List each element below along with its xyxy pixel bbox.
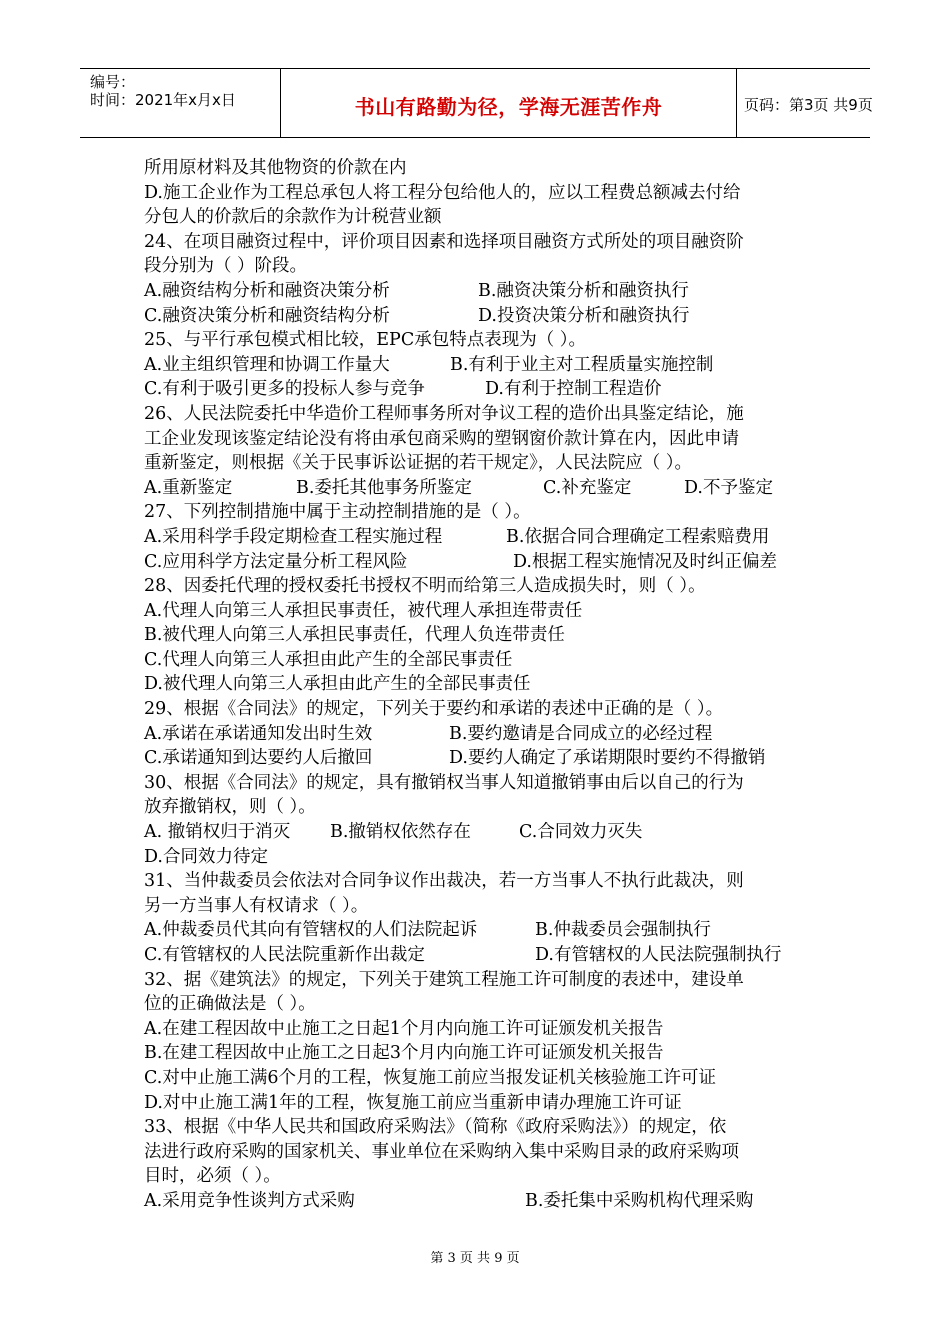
text-line: 25、与平行承包模式相比较，EPC承包特点表现为（ ）。 (144, 330, 587, 351)
text-line: 所用原材料及其他物资的价款在内 (144, 158, 407, 178)
options-line (144, 476, 809, 501)
answer-option: A.仲裁委员代其向有管辖权的人们法院起诉 (144, 920, 478, 941)
text-line: D.施工企业作为工程总承包人将工程分包给他人的，应以工程费总额减去付给 (144, 182, 741, 203)
text-line: 法进行政府采购的国家机关、事业单位在采购纳入集中采购目录的政府采购项 (144, 1141, 739, 1162)
text-line: 32、据《建筑法》的规定，下列关于建筑工程施工许可制度的表述中，建设单 (144, 969, 744, 990)
answer-option: A.采用科学手段定期检查工程实施过程 (144, 526, 443, 547)
text-line: C.代理人向第三人承担由此产生的全部民事责任 (144, 649, 513, 670)
text-line: 重新鉴定，则根据《关于民事诉讼证据的若干规定》，人民法院应（ ）。 (144, 453, 693, 474)
answer-option: A.承诺在承诺通知发出时生效 (144, 723, 373, 744)
text-line: 26、人民法院委托中华造价工程师事务所对争议工程的造价出具鉴定结论，施 (144, 403, 744, 424)
answer-option: C.承诺通知到达要约人后撤回 (144, 748, 373, 769)
options-line (144, 820, 809, 845)
text-line: D.合同效力待定 (144, 846, 268, 867)
answer-option: A. 撤销权归于消灭 (144, 822, 291, 843)
answer-option: B.仲裁委员会强制执行 (535, 920, 711, 941)
text-line: A.在建工程因故中止施工之日起1个月内向施工许可证颁发机关报告 (144, 1018, 664, 1039)
answer-option: A.业主组织管理和协调工作量大 (144, 354, 390, 375)
options-line (144, 279, 809, 304)
answer-option: D.要约人确定了承诺期限时要约不得撤销 (449, 748, 766, 769)
answer-option: D.根据工程实施情况及时纠正偏差 (513, 551, 777, 572)
answer-option: A.重新鉴定 (144, 477, 233, 498)
answer-option: D.不予鉴定 (684, 477, 773, 498)
options-line (144, 918, 809, 943)
options-line (144, 550, 809, 575)
answer-option: D.有管辖权的人民法院强制执行 (535, 945, 782, 965)
text-line: B.被代理人向第三人承担民事责任，代理人负连带责任 (144, 625, 565, 646)
text-line: 位的正确做法是（ ）。 (144, 994, 316, 1015)
text-line: 29、根据《合同法》的规定，下列关于要约和承诺的表述中正确的是（ ）。 (144, 699, 724, 720)
text-line: 另一方当事人有权请求（ ）。 (144, 895, 369, 916)
text-line: 工企业发现该鉴定结论没有将由承包商采购的塑钢窗价款计算在内，因此申请 (144, 428, 739, 449)
header-page-cell (736, 69, 873, 137)
page-header (80, 68, 873, 138)
options-line (144, 377, 809, 402)
text-line: D.对中止施工满1年的工程，恢复施工前应当重新申请办理施工许可证 (144, 1092, 682, 1113)
text-line: 段分别为（ ）阶段。 (144, 256, 308, 277)
answer-option: C.有管辖权的人民法院重新作出裁定 (144, 945, 425, 965)
motto-text: 书山有路勤为径，学海无涯苦作舟 (354, 95, 663, 119)
page-code: 页码：第3页 共9页 (744, 96, 873, 114)
options-line (144, 746, 809, 771)
text-line: C.对中止施工满6个月的工程，恢复施工前应当报发证机关核验施工许可证 (144, 1067, 716, 1088)
answer-option: B.要约邀请是合同成立的必经过程 (449, 723, 713, 744)
answer-option: B.撤销权依然存在 (330, 822, 471, 843)
text-line: 24、在项目融资过程中，评价项目因素和选择项目融资方式所处的项目融资阶 (144, 231, 744, 252)
answer-option: B.委托集中采购机构代理采购 (525, 1190, 754, 1211)
answer-option: C.补充鉴定 (543, 477, 632, 498)
answer-option: B.融资决策分析和融资执行 (478, 280, 689, 301)
answer-option: C.有利于吸引更多的投标人参与竞争 (144, 379, 425, 400)
time-label: 时间：2021年x月x日 (90, 91, 236, 109)
answer-option: D.投资决策分析和融资执行 (478, 305, 690, 326)
header-meta-cell (80, 69, 280, 137)
text-line: B.在建工程因故中止施工之日起3个月内向施工许可证颁发机关报告 (144, 1043, 664, 1064)
document-body (144, 156, 809, 1214)
text-line: 30、根据《合同法》的规定，具有撤销权当事人知道撤销事由后以自己的行为 (144, 772, 744, 793)
text-line: D.被代理人向第三人承担由此产生的全部民事责任 (144, 674, 531, 695)
number-label: 编号： (90, 73, 136, 91)
answer-option: D.有利于控制工程造价 (485, 379, 662, 400)
options-line (144, 943, 809, 968)
answer-option: A.融资结构分析和融资决策分析 (144, 280, 390, 301)
text-line: 目时，必须（ ）。 (144, 1166, 281, 1187)
text-line: 放弃撤销权，则（ ）。 (144, 797, 316, 818)
text-line: 31、当仲裁委员会依法对合同争议作出裁决，若一方当事人不执行此裁决，则 (144, 871, 744, 892)
text-line: A.代理人向第三人承担民事责任，被代理人承担连带责任 (144, 600, 583, 621)
options-line (144, 525, 809, 550)
text-line: 28、因委托代理的授权委托书授权不明而给第三人造成损失时，则（ ）。 (144, 576, 706, 597)
text-line: 33、根据《中华人民共和国政府采购法》（简称《政府采购法》）的规定，依 (144, 1117, 727, 1138)
answer-option: B.有利于业主对工程质量实施控制 (450, 354, 714, 375)
text-line: 分包人的价款后的余款作为计税营业额 (144, 207, 442, 228)
text-line: 27、下列控制措施中属于主动控制措施的是（ ）。 (144, 502, 531, 523)
answer-option: B.委托其他事务所鉴定 (296, 477, 472, 498)
answer-option: C.应用科学方法定量分析工程风险 (144, 551, 408, 572)
options-line (144, 304, 809, 329)
answer-option: A.采用竞争性谈判方式采购 (144, 1190, 355, 1211)
header-motto-cell (280, 69, 737, 137)
page-footer: 第 3 页 共 9 页 (430, 1251, 520, 1266)
answer-option: C.合同效力灭失 (519, 822, 643, 843)
options-line (144, 722, 809, 747)
options-line (144, 1189, 809, 1214)
answer-option: B.依据合同合理确定工程索赔费用 (506, 526, 770, 547)
options-line (144, 353, 809, 378)
answer-option: C.融资决策分析和融资结构分析 (144, 305, 390, 326)
